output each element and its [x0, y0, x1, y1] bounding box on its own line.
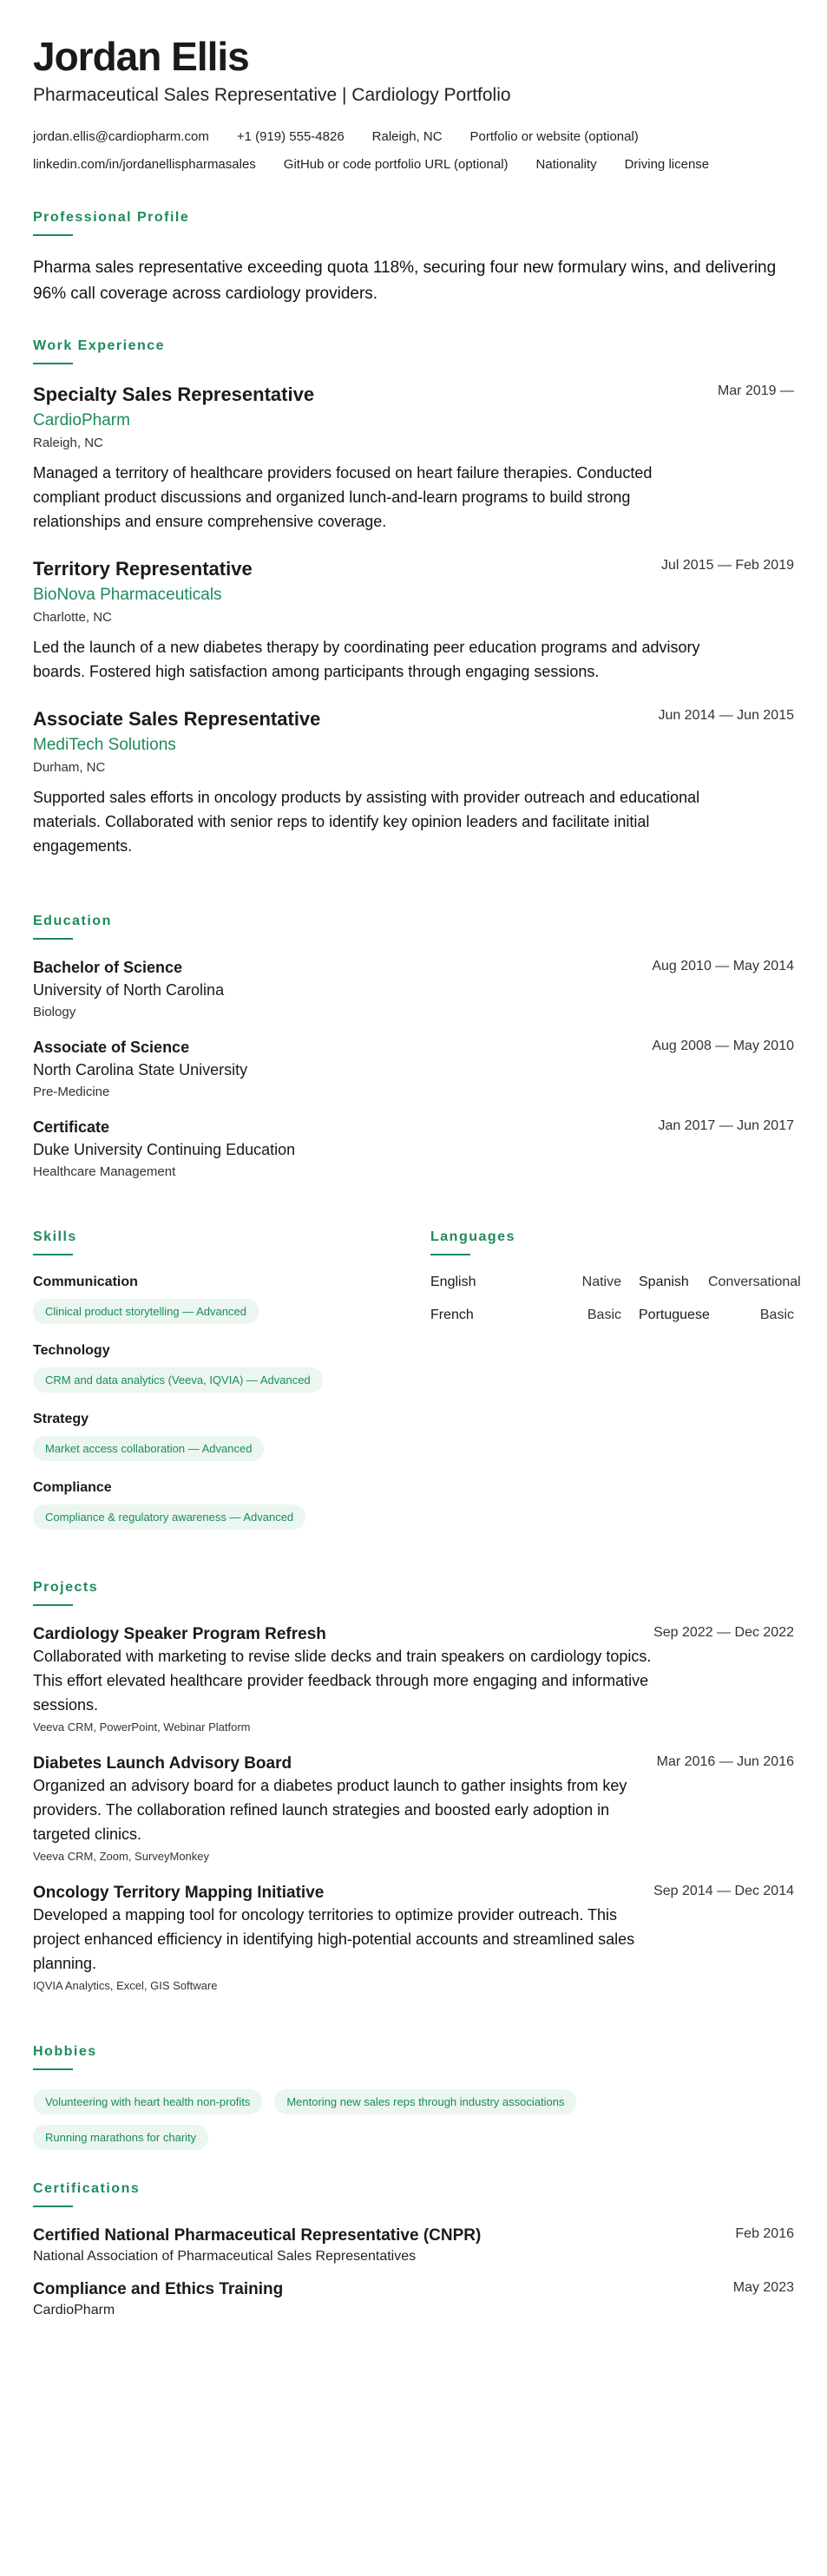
language-level: Native: [581, 1275, 621, 1289]
project-date: Sep 2014 — Dec 2014: [653, 1884, 794, 1898]
job-entry: [33, 708, 794, 858]
section-divider: [33, 1254, 73, 1255]
languages-grid: [430, 1275, 801, 1323]
candidate-name: Jordan Ellis: [33, 34, 249, 79]
language-name: Spanish: [639, 1275, 689, 1289]
section-divider: [33, 363, 73, 364]
section-divider: [33, 2206, 73, 2207]
contact-email: jordan.ellis@cardiopharm.com: [33, 129, 209, 144]
job-date: Mar 2019 —: [717, 383, 794, 398]
job-company: CardioPharm: [33, 411, 130, 429]
skill-category: Technology: [33, 1343, 110, 1358]
certification-date: May 2023: [732, 2280, 794, 2295]
certification-entry: [33, 2280, 794, 2318]
project-tools: Veeva CRM, PowerPoint, Webinar Platform: [33, 1721, 251, 1734]
skill-category: Strategy: [33, 1412, 89, 1426]
education-school: Duke University Continuing Education: [33, 1141, 296, 1158]
skill-category: Communication: [33, 1275, 138, 1289]
job-entry: [33, 383, 794, 534]
contact-portfolio: Portfolio or website (optional): [469, 129, 639, 144]
education-date: Aug 2008 — May 2010: [652, 1039, 794, 1053]
job-location: Durham, NC: [33, 760, 106, 775]
job-date: Jun 2014 — Jun 2015: [658, 708, 794, 723]
education-degree: Associate of Science: [33, 1039, 190, 1056]
profile-heading: Professional Profile: [33, 210, 190, 225]
job-company: MediTech Solutions: [33, 736, 176, 754]
section-divider: [33, 2068, 73, 2070]
experience-section: [33, 307, 794, 858]
contact-phone: +1 (919) 555-4826: [236, 129, 345, 144]
project-title: Diabetes Launch Advisory Board: [33, 1754, 292, 1773]
contact-list: [33, 123, 794, 179]
language-level: Basic: [587, 1308, 621, 1322]
skills-section: [33, 1198, 430, 1549]
contact-linkedin: linkedin.com/in/jordanellispharmasales: [33, 157, 256, 172]
project-entry: [33, 1884, 794, 1992]
certification-issuer: National Association of Pharmaceutical Sales Representatives: [33, 2249, 417, 2264]
language-name: English: [430, 1275, 476, 1289]
contact-location: Raleigh, NC: [371, 129, 443, 144]
hobbies-heading: Hobbies: [33, 2044, 97, 2059]
certifications-section: [33, 2150, 794, 2318]
hobby-tag: Volunteering with heart health non-profits: [33, 2089, 262, 2114]
certification-title: Certified National Pharmaceutical Representative (CNPR): [33, 2226, 482, 2245]
projects-section: [33, 1549, 794, 1992]
project-title: Oncology Territory Mapping Initiative: [33, 1884, 325, 1902]
education-field: Pre-Medicine: [33, 1085, 110, 1099]
education-degree: Bachelor of Science: [33, 959, 183, 976]
hobbies-section: [33, 2013, 794, 2150]
candidate-title: Pharmaceutical Sales Representative | Cardiology Portfolio: [33, 85, 511, 105]
job-description: Supported sales efforts in oncology products by assisting with provider outreach and educational materials. Collaborated with senior reps to identify key opinion leaders and facilitate initial engagements.: [33, 789, 700, 855]
contact-nationality: Nationality: [535, 157, 597, 172]
language-name: Portuguese: [639, 1308, 710, 1322]
skill-tag: Market access collaboration — Advanced: [33, 1436, 264, 1461]
project-title: Cardiology Speaker Program Refresh: [33, 1625, 326, 1643]
resume-header: [33, 33, 794, 179]
projects-heading: Projects: [33, 1580, 99, 1595]
languages-section: [430, 1198, 801, 1549]
education-date: Aug 2010 — May 2014: [652, 959, 794, 973]
job-title: Associate Sales Representative: [33, 708, 321, 730]
education-date: Jan 2017 — Jun 2017: [658, 1118, 794, 1133]
project-description: Collaborated with marketing to revise slide decks and train speakers on cardiology topics. This effort elevated healthcare provider feedback through more engaging and informative sessions.: [33, 1648, 652, 1714]
certification-date: Feb 2016: [735, 2226, 794, 2241]
hobby-tags: [33, 2089, 710, 2150]
education-entry: [33, 959, 794, 1019]
education-school: North Carolina State University: [33, 1061, 248, 1078]
job-description: Managed a territory of healthcare providers focused on heart failure therapies. Conducted compliant product discussions and organized lunch-and-learn programs to build strong relationships and ensure comprehensive coverage.: [33, 464, 653, 530]
skill-tag: Clinical product storytelling — Advanced: [33, 1299, 259, 1324]
profile-text: Pharma sales representative exceeding quota 118%, securing four new formulary wins, and delivering 96% call coverage across cardiology providers.: [33, 259, 777, 303]
project-date: Mar 2016 — Jun 2016: [656, 1754, 794, 1769]
education-section: [33, 882, 794, 1179]
skills-languages-row: [33, 1198, 801, 1549]
job-location: Raleigh, NC: [33, 436, 103, 450]
education-entry: [33, 1118, 794, 1179]
certification-issuer: CardioPharm: [33, 2303, 115, 2317]
contact-driving-license: Driving license: [624, 157, 710, 172]
job-location: Charlotte, NC: [33, 610, 112, 625]
skill-tag: Compliance & regulatory awareness — Advanced: [33, 1504, 305, 1530]
section-divider: [33, 1604, 73, 1606]
job-title: Specialty Sales Representative: [33, 383, 315, 405]
section-divider: [33, 234, 73, 236]
education-field: Biology: [33, 1005, 76, 1019]
hobby-tag: Mentoring new sales reps through industry associations: [274, 2089, 576, 2114]
skill-tag: CRM and data analytics (Veeva, IQVIA) — Advanced: [33, 1367, 323, 1393]
language-level: Basic: [759, 1308, 794, 1322]
skill-category: Compliance: [33, 1480, 112, 1495]
education-entry: [33, 1039, 794, 1099]
profile-section: [33, 179, 794, 307]
contact-github: GitHub or code portfolio URL (optional): [283, 157, 509, 172]
project-tools: IQVIA Analytics, Excel, GIS Software: [33, 1979, 218, 1992]
project-description: Organized an advisory board for a diabetes product launch to gather insights from key providers. The collaboration refined launch strategies and boosted early adoption in targeted clinics.: [33, 1777, 627, 1843]
education-degree: Certificate: [33, 1118, 110, 1136]
job-title: Territory Representative: [33, 558, 253, 580]
languages-heading: Languages: [430, 1229, 515, 1244]
skills-heading: Skills: [33, 1229, 77, 1244]
certifications-heading: Certifications: [33, 2181, 141, 2196]
job-description: Led the launch of a new diabetes therapy by coordinating peer education programs and advisory boards. Fostered high satisfaction among participants through engaging sessions.: [33, 639, 700, 680]
project-date: Sep 2022 — Dec 2022: [653, 1625, 794, 1640]
section-divider: [33, 938, 73, 940]
job-company: BioNova Pharmaceuticals: [33, 586, 222, 604]
hobby-tag: Running marathons for charity: [33, 2125, 208, 2150]
job-date: Jul 2015 — Feb 2019: [661, 558, 794, 573]
certification-entry: [33, 2226, 794, 2265]
education-school: University of North Carolina: [33, 981, 225, 999]
section-divider: [430, 1254, 470, 1255]
experience-heading: Work Experience: [33, 338, 166, 353]
project-description: Developed a mapping tool for oncology territories to optimize provider outreach. This project enhanced efficiency in identifying high-potential accounts and streamlined sales planning.: [33, 1906, 635, 1972]
project-tools: Veeva CRM, Zoom, SurveyMonkey: [33, 1850, 210, 1863]
language-level: Conversational: [708, 1275, 801, 1289]
project-entry: [33, 1625, 794, 1734]
job-entry: [33, 558, 794, 684]
project-entry: [33, 1754, 794, 1863]
language-name: French: [430, 1308, 474, 1322]
certification-title: Compliance and Ethics Training: [33, 2280, 284, 2298]
education-field: Healthcare Management: [33, 1164, 176, 1179]
education-heading: Education: [33, 914, 112, 928]
